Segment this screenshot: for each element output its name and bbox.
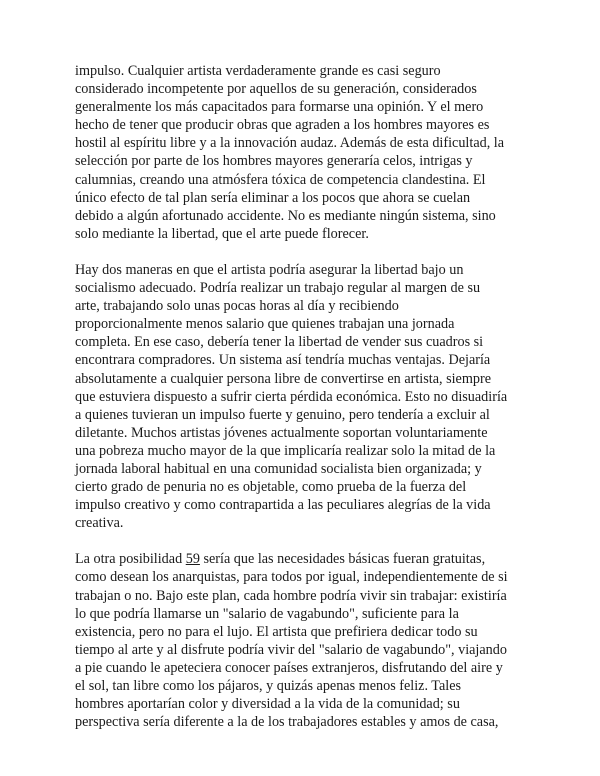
- text-line: hostil al espíritu libre y a la innovación audaz. Además de esta dificultad, la: [75, 135, 505, 152]
- text-line: cierto grado de penuria no es objetable, como prueba de la fuerza del: [75, 479, 467, 496]
- text-fragment: La otra posibilidad: [75, 551, 186, 568]
- text-line: impulso creativo y como contrapartida a las peculiares alegrías de la vida: [75, 497, 491, 514]
- text-line: socialismo adecuado. Podría realizar un trabajo regular al margen de su: [75, 280, 481, 297]
- text-line: tiempo al arte y al disfrute podría vivir del "salario de vagabundo", viajando: [75, 641, 507, 658]
- text-line: perspectiva sería diferente a la de los trabajadores estables y amos de casa,: [75, 714, 499, 731]
- text-line: creativa.: [75, 515, 124, 532]
- text-line: calumnias, creando una atmósfera tóxica de competencia clandestina. El: [75, 171, 486, 188]
- text-line: selección por parte de los hombres mayores generaría celos, intrigas y: [75, 153, 473, 170]
- paragraph-1: [75, 62, 535, 243]
- text-line: absolutamente a cualquier persona libre de convertirse en artista, siempre: [75, 370, 491, 387]
- paragraph-2: [75, 261, 535, 532]
- text-line: proporcionalmente menos salario que quienes trabajan una jornada: [75, 316, 455, 333]
- text-line: como desean los anarquistas, para todos por igual, independientemente de si: [75, 569, 508, 586]
- text-line: lo que podría llamarse un "salario de vagabundo", suficiente para la: [75, 605, 459, 622]
- footnote-link[interactable]: 59: [185, 551, 200, 568]
- text-line: Hay dos maneras en que el artista podría asegurar la libertad bajo un: [75, 261, 464, 278]
- text-line: que estuviera dispuesto a sufrir cierta pérdida económica. Esto no disuadiría: [75, 388, 508, 405]
- document-page: [75, 62, 535, 749]
- text-line: encontrara compradores. Un sistema así tendría muchas ventajas. Dejaría: [75, 352, 491, 369]
- text-line: trabajan o no. Bajo este plan, cada hombre podría vivir sin trabajar: existiría: [75, 587, 507, 604]
- text-line: una pobreza mucho mayor de la que implicaría realizar solo la mitad de la: [75, 442, 496, 459]
- text-line: arte, trabajando solo unas pocas horas al día y recibiendo: [75, 298, 399, 315]
- text-line: diletante. Muchos artistas jóvenes actualmente soportan voluntariamente: [75, 424, 488, 441]
- text-line: hombres aportarían color y diversidad a la vida de la comunidad; su: [75, 696, 460, 713]
- text-line: el sol, tan libre como los pájaros, y quizás apenas menos feliz. Tales: [75, 678, 462, 694]
- text-fragment: sería que las necesidades básicas fueran gratuitas,: [199, 551, 486, 568]
- text-line: solo mediante la libertad, que el arte puede florecer.: [75, 225, 369, 242]
- text-line: existencia, pero no para el lujo. El artista que prefiriera dedicar todo su: [75, 623, 478, 640]
- text-line: considerado incompetente por aquellos de su generación, considerados: [75, 81, 477, 98]
- text-line: debido a algún afortunado accidente. No es mediante ningún sistema, sino: [75, 207, 496, 224]
- text-line: hecho de tener que producir obras que agraden a los hombres mayores es: [75, 117, 490, 134]
- text-line: a quienes tuvieran un impulso fuerte y genuino, pero tendería a excluir al: [75, 406, 490, 423]
- text-line: completa. En ese caso, debería tener la libertad de vender sus cuadros si: [75, 334, 484, 351]
- text-line: impulso. Cualquier artista verdaderamente grande es casi seguro: [75, 63, 441, 79]
- text-line: jornada laboral habitual en una comunidad socialista bien organizada; y: [75, 460, 482, 477]
- text-line-with-footnote: [75, 550, 535, 568]
- paragraph-3: [75, 550, 535, 731]
- text-line: único efecto de tal plan sería eliminar a los pocos que ahora se cuelan: [75, 189, 471, 206]
- text-line: a pie cuando le apeteciera conocer países extranjeros, disfrutando del aire y: [75, 659, 503, 676]
- text-line: generalmente los más capacitados para formarse una opinión. Y el mero: [75, 99, 484, 116]
